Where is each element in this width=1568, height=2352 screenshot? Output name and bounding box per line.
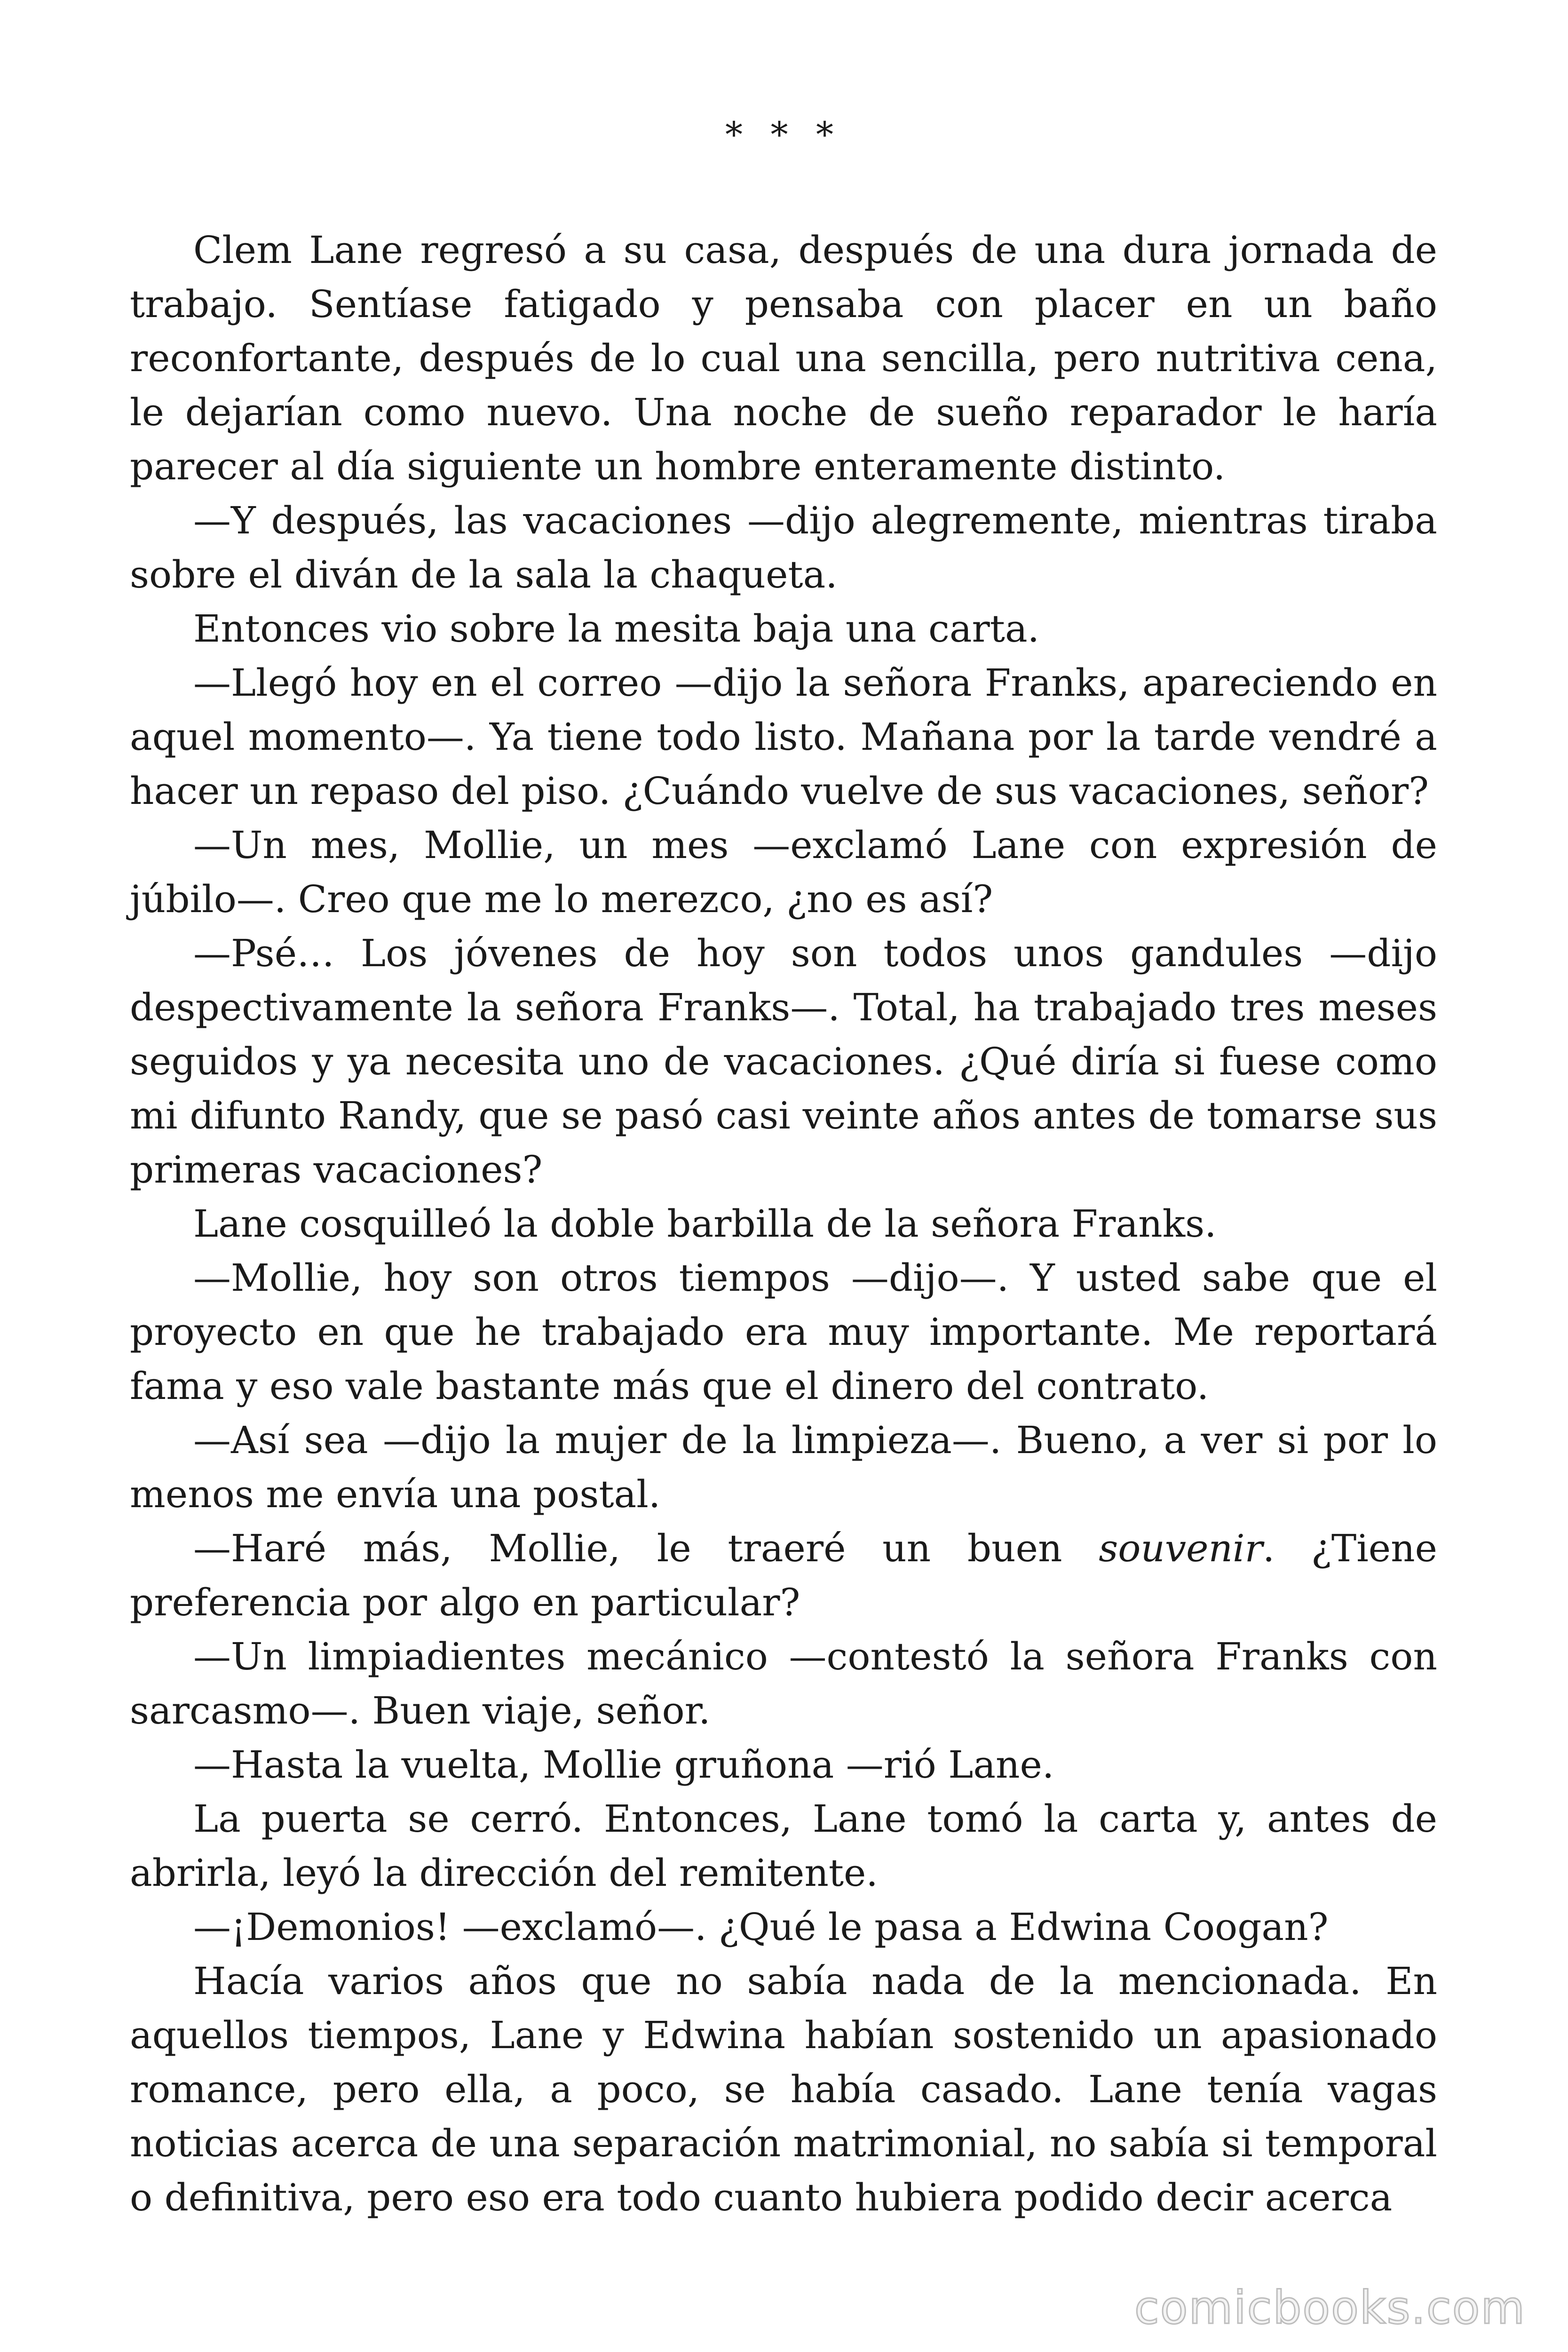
paragraph: Entonces vio sobre la mesita baja una carta.	[193, 607, 1040, 651]
paragraph: —¡Demonios! —exclamó—. ¿Qué le pasa a Edwina Coogan?	[193, 1905, 1329, 1949]
paragraph: —Un limpiadientes mecánico —contestó la señora Franks con sarcasmo—. Buen viaje, señor.	[130, 1635, 1437, 1732]
paragraph-with-emphasis	[130, 1521, 1437, 1629]
paragraph: —Hasta la vuelta, Mollie gruñona —rió Lane.	[193, 1743, 1054, 1787]
paragraph-text: . ¿Tiene preferencia por algo en particular?	[130, 1526, 1438, 1624]
paragraph: —Llegó hoy en el correo —dijo la señora Franks, apareciendo en aquel momento—. Ya tiene todo listo. Mañana por la tarde vendré a hacer un repaso del piso. ¿Cuándo vuelve de sus vacaciones, señor?	[130, 661, 1437, 813]
paragraph: Clem Lane regresó a su casa, después de una dura jornada de trabajo. Sentíase fatigado y pensaba con placer en un baño reconfortante, después de lo cual una sencilla, pero nutritiva cena, le dejarían como nuevo. Una noche de sueño reparador le haría parecer al día siguiente un hombre enteramente distinto.	[130, 228, 1437, 488]
paragraph: —Psé… Los jóvenes de hoy son todos unos gandules —dijo despectivamente la señora Franks—. Total, ha trabajado tres meses seguidos y ya necesita uno de vacaciones. ¿Qué diría si fuese como mi difunto Randy, que se pasó casi veinte años antes de tomarse sus primeras vacaciones?	[130, 931, 1437, 1192]
paragraph-continued: Hacía varios años que no sabía nada de la mencionada. En aquellos tiempos, Lane y Edwina habían sostenido un apasionado romance, pero ella, a poco, se había casado. Lane tenía vagas noticias acerca de una separación matrimonial, no sabía si temporal o definitiva, pero eso era todo cuanto hubiera podido decir acerca	[130, 1959, 1437, 2219]
paragraph-text: —Haré más, Mollie, le traeré un buen	[193, 1526, 1099, 1570]
paragraph: Lane cosquilleó la doble barbilla de la señora Franks.	[193, 1202, 1217, 1246]
page-body	[130, 115, 1438, 2225]
paragraph: —Y después, las vacaciones —dijo alegremente, mientras tiraba sobre el diván de la sala la chaqueta.	[130, 499, 1437, 596]
scene-break: * * *	[725, 115, 842, 155]
paragraph: La puerta se cerró. Entonces, Lane tomó la carta y, antes de abrirla, leyó la dirección del remitente.	[130, 1797, 1437, 1895]
emphasized-word: souvenir	[1099, 1526, 1263, 1570]
watermark: comicbooks.com	[1134, 2281, 1526, 2334]
paragraph: —Mollie, hoy son otros tiempos —dijo—. Y usted sabe que el proyecto en que he trabajado era muy importante. Me reportará fama y eso vale bastante más que el dinero del contrato.	[130, 1256, 1437, 1408]
paragraph: —Un mes, Mollie, un mes —exclamó Lane con expresión de júbilo—. Creo que me lo merezco, ¿no es así?	[130, 823, 1437, 921]
paragraph: —Así sea —dijo la mujer de la limpieza—. Bueno, a ver si por lo menos me envía una postal.	[130, 1418, 1437, 1516]
